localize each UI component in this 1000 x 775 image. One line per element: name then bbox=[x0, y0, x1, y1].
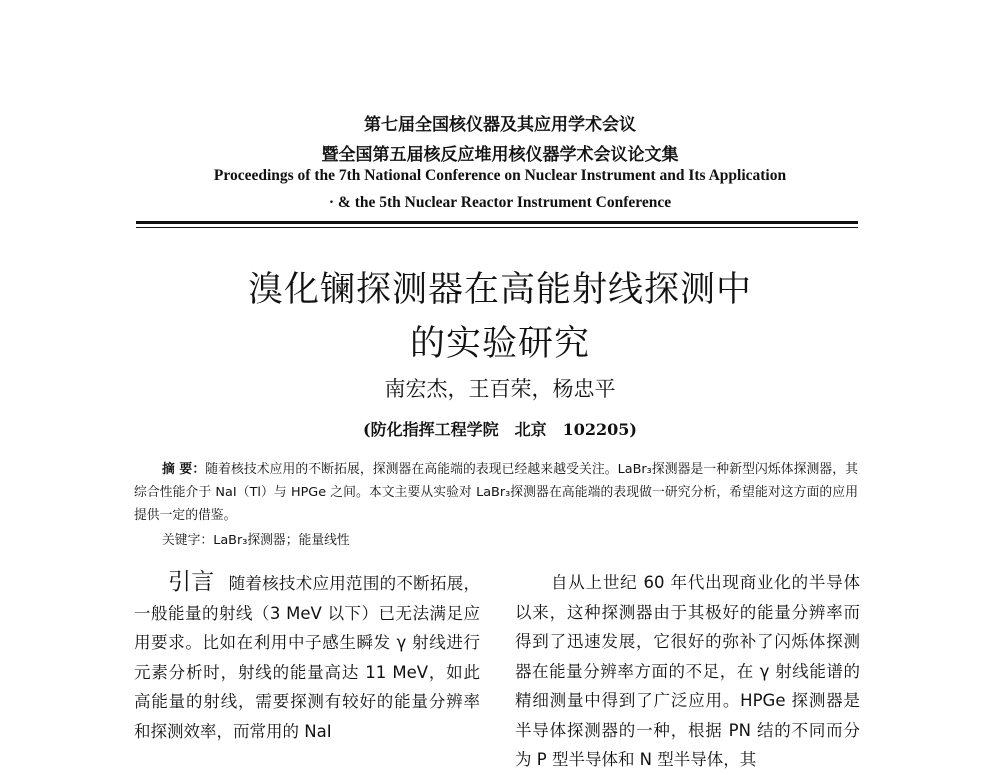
body-column-left bbox=[134, 568, 480, 746]
conference-title-cn-line2: 暨全国第五届核反应堆用核仪器学术会议论文集 bbox=[321, 145, 679, 165]
header-rule-thin bbox=[136, 227, 858, 228]
body-text-left: 随着核技术应用范围的不断拓展，一般能量的射线（3 MeV 以下）已无法满足应用要求。比如在利用中子感生瞬发 γ 射线进行元素分析时，射线的能量高达 11 MeV，如此高能量的射线，需要探测有较好的能量分辨率和探测效率，而常用的 NaI bbox=[134, 574, 480, 741]
paper-title-line1: 溴化镧探测器在高能射线探测中 bbox=[247, 270, 752, 310]
paper-title-line2: 的实验研究 bbox=[409, 324, 590, 364]
conference-title-en-line2: · & the 5th Nuclear Reactor Instrument Conference bbox=[328, 194, 672, 211]
keywords: 关键字：LaBr₃探测器；能量线性 bbox=[162, 533, 350, 548]
abstract-text: 随着核技术应用的不断拓展，探测器在高能端的表现已经越来越受关注。LaBr₃探测器是一种新型闪烁体探测器，其综合性能介于 NaI（Tl）与 HPGe 之间。本文主要从实验对 LaBr₃探测器在高能端的表现做一研究分析，希望能对这方面的应用提供一定的借鉴。 bbox=[134, 462, 858, 523]
paper-affiliation: (防化指挥工程学院 北京 102205) bbox=[363, 420, 637, 439]
body-column-right: 自从上世纪 60 年代出现商业化的半导体以来，这种探测器由于其极好的能量分辨率而得到了迅速发展，它很好的弥补了闪烁体探测器在能量分辨率方面的不足，在 γ 射线能谱的精细测量中得到了广泛应用。HPGe 探测器是半导体探测器的一种，根据 PN 结的不同而分为 P 型半导体和 N 型半导体，其 bbox=[515, 573, 860, 769]
paper-authors: 南宏杰，王百荣，杨忠平 bbox=[384, 377, 616, 401]
intro-heading: 引言 bbox=[168, 569, 215, 595]
abstract bbox=[134, 458, 858, 527]
conference-title-cn-line1: 第七届全国核仪器及其应用学术会议 bbox=[364, 115, 636, 135]
conference-title-en-line1: Proceedings of the 7th National Conference on Nuclear Instrument and Its Application bbox=[213, 167, 787, 184]
abstract-label: 摘 要： bbox=[162, 462, 206, 477]
header-rule-thick bbox=[136, 221, 858, 224]
